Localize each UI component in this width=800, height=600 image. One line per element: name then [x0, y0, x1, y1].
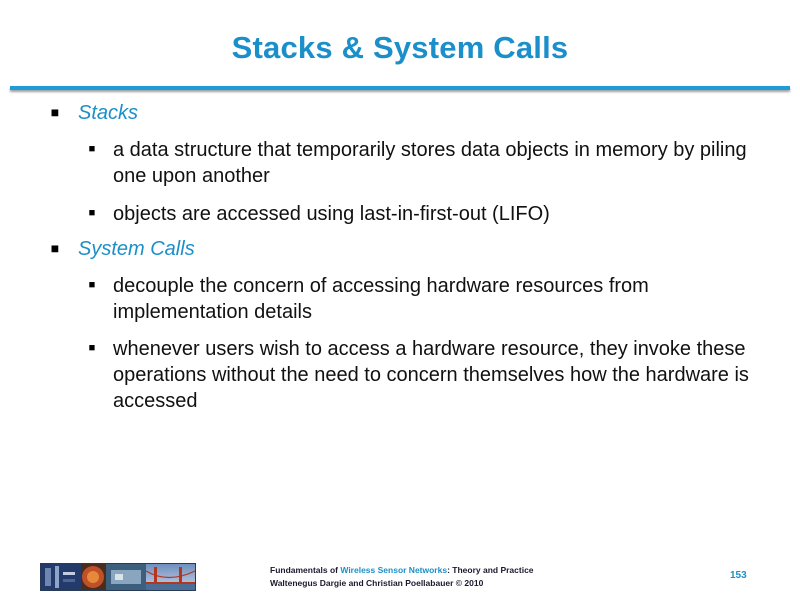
bullet-stacks-definition: a data structure that temporarily stores data objects in memory by piling one upon another	[113, 139, 747, 187]
bullet-icon: ■	[50, 104, 60, 120]
banner-collage-icon	[41, 564, 195, 590]
footer-citation	[270, 564, 534, 590]
page-number: 153	[730, 570, 747, 581]
sub-bullet-icon: ■	[88, 342, 96, 354]
sub-bullet-icon: ■	[88, 207, 96, 219]
bullet-syscalls-decouple: decouple the concern of accessing hardware resources from implementation details	[113, 275, 649, 323]
footer-banner-image	[40, 563, 196, 591]
footer-book-prefix: Fundamentals of	[270, 565, 341, 575]
section-heading-system-calls: System Calls	[78, 238, 195, 260]
bullet-syscalls-invoke: whenever users wish to access a hardware resource, they invoke these operations without the need to concern themselves how the hardware is accessed	[113, 338, 749, 412]
footer-line-1	[270, 564, 534, 577]
footer-book-suffix: : Theory and Practice	[447, 565, 534, 575]
sub-bullet-icon: ■	[88, 279, 96, 291]
footer-book-highlight: Wireless Sensor Networks	[340, 565, 448, 575]
slide-title: Stacks & System Calls	[231, 30, 569, 65]
bullet-stacks-lifo: objects are accessed using last-in-first-out (LIFO)	[113, 203, 550, 225]
section-heading-stacks: Stacks	[78, 102, 139, 124]
bullet-icon: ■	[50, 240, 60, 256]
sub-bullet-icon: ■	[88, 143, 96, 155]
footer-line-2: Waltenegus Dargie and Christian Poellabauer © 2010	[270, 578, 484, 588]
